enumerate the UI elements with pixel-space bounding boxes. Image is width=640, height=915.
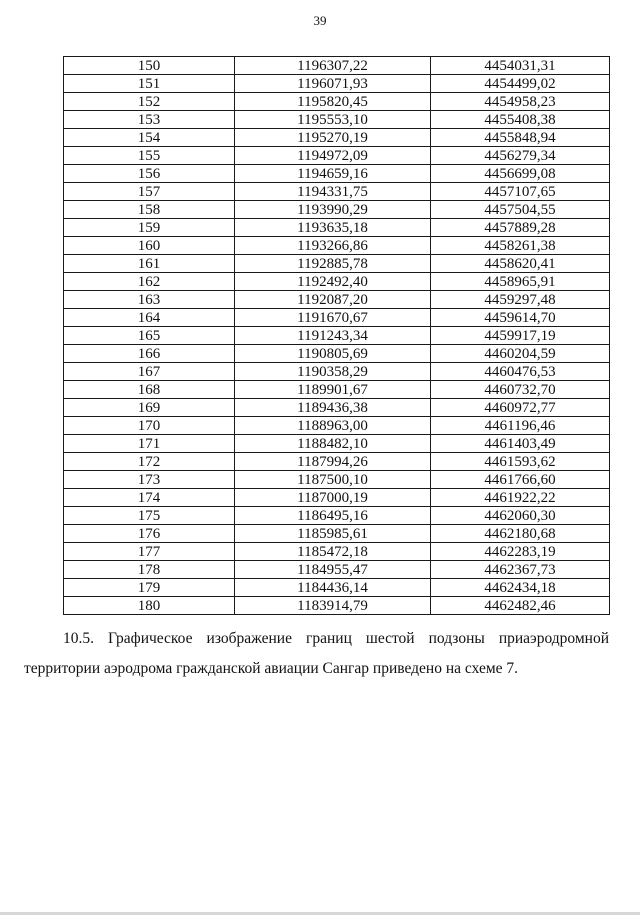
coordinates-table-body <box>64 57 610 615</box>
table-row <box>64 435 610 453</box>
y-coordinate-cell: 4462482,46 <box>431 597 610 615</box>
y-coordinate-cell: 4460204,59 <box>431 345 610 363</box>
x-coordinate-cell: 1191243,34 <box>235 327 431 345</box>
table-row <box>64 597 610 615</box>
paragraph-10-5-line-2: территории аэродрома гражданской авиации Сангар приведено на схеме 7. <box>24 660 519 677</box>
table-row <box>64 471 610 489</box>
x-coordinate-cell: 1184955,47 <box>235 561 431 579</box>
point-number-cell: 174 <box>64 489 235 507</box>
point-number-cell: 175 <box>64 507 235 525</box>
point-number-cell: 165 <box>64 327 235 345</box>
y-coordinate-cell: 4461922,22 <box>431 489 610 507</box>
y-coordinate-cell: 4457107,65 <box>431 183 610 201</box>
point-number-cell: 178 <box>64 561 235 579</box>
x-coordinate-cell: 1192492,40 <box>235 273 431 291</box>
y-coordinate-cell: 4459917,19 <box>431 327 610 345</box>
point-number-cell: 176 <box>64 525 235 543</box>
point-number-cell: 158 <box>64 201 235 219</box>
point-number-cell: 168 <box>64 381 235 399</box>
x-coordinate-cell: 1195820,45 <box>235 93 431 111</box>
table-row <box>64 93 610 111</box>
table-row <box>64 543 610 561</box>
x-coordinate-cell: 1195270,19 <box>235 129 431 147</box>
x-coordinate-cell: 1184436,14 <box>235 579 431 597</box>
page-number: 39 <box>313 13 327 28</box>
table-row <box>64 255 610 273</box>
point-number-cell: 153 <box>64 111 235 129</box>
y-coordinate-cell: 4456279,34 <box>431 147 610 165</box>
y-coordinate-cell: 4457889,28 <box>431 219 610 237</box>
point-number-cell: 163 <box>64 291 235 309</box>
y-coordinate-cell: 4462434,18 <box>431 579 610 597</box>
y-coordinate-cell: 4454958,23 <box>431 93 610 111</box>
x-coordinate-cell: 1194331,75 <box>235 183 431 201</box>
y-coordinate-cell: 4459614,70 <box>431 309 610 327</box>
point-number-cell: 160 <box>64 237 235 255</box>
table-row <box>64 183 610 201</box>
y-coordinate-cell: 4456699,08 <box>431 165 610 183</box>
point-number-cell: 151 <box>64 75 235 93</box>
y-coordinate-cell: 4454031,31 <box>431 57 610 75</box>
point-number-cell: 170 <box>64 417 235 435</box>
table-row <box>64 525 610 543</box>
y-coordinate-cell: 4461766,60 <box>431 471 610 489</box>
table-row <box>64 327 610 345</box>
y-coordinate-cell: 4461593,62 <box>431 453 610 471</box>
y-coordinate-cell: 4455848,94 <box>431 129 610 147</box>
x-coordinate-cell: 1187994,26 <box>235 453 431 471</box>
table-row <box>64 345 610 363</box>
table-row <box>64 363 610 381</box>
table-row <box>64 507 610 525</box>
table-row <box>64 399 610 417</box>
point-number-cell: 180 <box>64 597 235 615</box>
point-number-cell: 167 <box>64 363 235 381</box>
y-coordinate-cell: 4461403,49 <box>431 435 610 453</box>
x-coordinate-cell: 1185985,61 <box>235 525 431 543</box>
y-coordinate-cell: 4460972,77 <box>431 399 610 417</box>
y-coordinate-cell: 4458261,38 <box>431 237 610 255</box>
y-coordinate-cell: 4462060,30 <box>431 507 610 525</box>
x-coordinate-cell: 1194972,09 <box>235 147 431 165</box>
point-number-cell: 150 <box>64 57 235 75</box>
table-row <box>64 417 610 435</box>
point-number-cell: 169 <box>64 399 235 417</box>
y-coordinate-cell: 4459297,48 <box>431 291 610 309</box>
point-number-cell: 166 <box>64 345 235 363</box>
table-row <box>64 381 610 399</box>
x-coordinate-cell: 1188963,00 <box>235 417 431 435</box>
y-coordinate-cell: 4462180,68 <box>431 525 610 543</box>
table-row <box>64 579 610 597</box>
y-coordinate-cell: 4458620,41 <box>431 255 610 273</box>
table-row <box>64 147 610 165</box>
point-number-cell: 161 <box>64 255 235 273</box>
y-coordinate-cell: 4455408,38 <box>431 111 610 129</box>
point-number-cell: 164 <box>64 309 235 327</box>
x-coordinate-cell: 1189901,67 <box>235 381 431 399</box>
x-coordinate-cell: 1187000,19 <box>235 489 431 507</box>
x-coordinate-cell: 1191670,67 <box>235 309 431 327</box>
y-coordinate-cell: 4462283,19 <box>431 543 610 561</box>
point-number-cell: 162 <box>64 273 235 291</box>
paragraph-10-5-line-1: 10.5. Графическое изображение границ шестой подзоны приаэродромной <box>63 630 609 647</box>
x-coordinate-cell: 1193635,18 <box>235 219 431 237</box>
x-coordinate-cell: 1190805,69 <box>235 345 431 363</box>
table-row <box>64 309 610 327</box>
y-coordinate-cell: 4457504,55 <box>431 201 610 219</box>
y-coordinate-cell: 4454499,02 <box>431 75 610 93</box>
x-coordinate-cell: 1192885,78 <box>235 255 431 273</box>
point-number-cell: 154 <box>64 129 235 147</box>
table-row <box>64 129 610 147</box>
table-row <box>64 57 610 75</box>
x-coordinate-cell: 1187500,10 <box>235 471 431 489</box>
point-number-cell: 173 <box>64 471 235 489</box>
point-number-cell: 177 <box>64 543 235 561</box>
table-row <box>64 489 610 507</box>
x-coordinate-cell: 1196307,22 <box>235 57 431 75</box>
point-number-cell: 156 <box>64 165 235 183</box>
table-row <box>64 273 610 291</box>
y-coordinate-cell: 4462367,73 <box>431 561 610 579</box>
coordinates-table <box>63 56 610 615</box>
x-coordinate-cell: 1195553,10 <box>235 111 431 129</box>
y-coordinate-cell: 4460732,70 <box>431 381 610 399</box>
point-number-cell: 155 <box>64 147 235 165</box>
x-coordinate-cell: 1186495,16 <box>235 507 431 525</box>
table-row <box>64 237 610 255</box>
x-coordinate-cell: 1192087,20 <box>235 291 431 309</box>
y-coordinate-cell: 4461196,46 <box>431 417 610 435</box>
point-number-cell: 172 <box>64 453 235 471</box>
table-row <box>64 561 610 579</box>
point-number-cell: 171 <box>64 435 235 453</box>
table-row <box>64 219 610 237</box>
y-coordinate-cell: 4458965,91 <box>431 273 610 291</box>
table-row <box>64 165 610 183</box>
x-coordinate-cell: 1196071,93 <box>235 75 431 93</box>
x-coordinate-cell: 1193990,29 <box>235 201 431 219</box>
x-coordinate-cell: 1189436,38 <box>235 399 431 417</box>
y-coordinate-cell: 4460476,53 <box>431 363 610 381</box>
table-row <box>64 201 610 219</box>
x-coordinate-cell: 1185472,18 <box>235 543 431 561</box>
table-row <box>64 291 610 309</box>
x-coordinate-cell: 1194659,16 <box>235 165 431 183</box>
point-number-cell: 152 <box>64 93 235 111</box>
point-number-cell: 179 <box>64 579 235 597</box>
table-row <box>64 75 610 93</box>
point-number-cell: 157 <box>64 183 235 201</box>
table-row <box>64 453 610 471</box>
table-row <box>64 111 610 129</box>
x-coordinate-cell: 1188482,10 <box>235 435 431 453</box>
point-number-cell: 159 <box>64 219 235 237</box>
x-coordinate-cell: 1183914,79 <box>235 597 431 615</box>
x-coordinate-cell: 1190358,29 <box>235 363 431 381</box>
x-coordinate-cell: 1193266,86 <box>235 237 431 255</box>
